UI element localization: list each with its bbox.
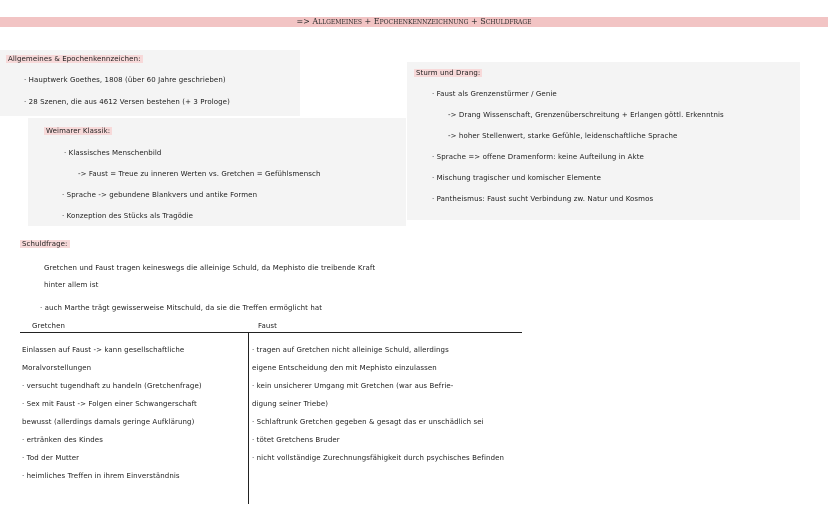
schuld-heading: Schuldfrage: (22, 240, 68, 248)
gretchen-row: · heimliches Treffen in ihrem Einverständnis (22, 472, 180, 480)
sturm-item: -> Drang Wissenschaft, Grenzenüberschreitung + Erlangen göttl. Erkenntnis (448, 111, 724, 119)
col-header-gretchen: Gretchen (32, 322, 66, 330)
faust-row: · kein unsicherer Umgang mit Gretchen (war aus Befrie- (252, 382, 454, 390)
faust-row: · Schlaftrunk Gretchen gegeben & gesagt das er unschädlich sei (252, 418, 484, 426)
col-header-faust: Faust (258, 322, 278, 330)
gretchen-row: bewusst (allerdings damals geringe Aufklärung) (22, 418, 195, 426)
sturm-heading: Sturm und Drang: (416, 69, 481, 77)
sturm-item: · Pantheismus: Faust sucht Verbindung zw. Natur und Kosmos (432, 195, 654, 203)
schuld-intro: · auch Marthe trägt gewisserweise Mitschuld, da sie die Treffen ermöglicht hat (40, 304, 323, 312)
weimarer-item: · Sprache -> gebundene Blankvers und antike Formen (62, 191, 258, 199)
faust-row: · tragen auf Gretchen nicht alleinige Schuld, allerdings (252, 346, 449, 354)
title-bar (0, 17, 828, 27)
allgemein-item: · Hauptwerk Goethes, 1808 (über 60 Jahre geschrieben) (24, 76, 226, 84)
page-title: => Allgemeines + Epochenkennzeichnung + Schuldfrage (296, 17, 532, 26)
faust-row: · tötet Gretchens Bruder (252, 436, 340, 444)
sturm-item: -> hoher Stellenwert, starke Gefühle, leidenschaftliche Sprache (448, 132, 678, 140)
gretchen-row: · versucht tugendhaft zu handeln (Gretchenfrage) (22, 382, 202, 390)
table-divider (248, 332, 249, 504)
weimarer-item: -> Faust = Treue zu inneren Werten vs. Gretchen = Gefühlsmensch (78, 170, 321, 178)
allgemein-heading: Allgemeines & Epochenkennzeichen: (8, 55, 141, 63)
schuld-intro: Gretchen und Faust tragen keineswegs die alleinige Schuld, da Mephisto die treibende Kraft (44, 264, 376, 272)
gretchen-row: Moralvorstellungen (22, 364, 92, 372)
table-header-line (20, 332, 522, 333)
gretchen-row: · Sex mit Faust -> Folgen einer Schwangerschaft (22, 400, 197, 408)
sturm-item: · Mischung tragischer und komischer Elemente (432, 174, 601, 182)
schuld-intro: hinter allem ist (44, 281, 99, 289)
weimarer-item: · Konzeption des Stücks als Tragödie (62, 212, 194, 220)
allgemein-item: · 28 Szenen, die aus 4612 Versen bestehen (+ 3 Prologe) (24, 98, 230, 106)
sturm-item: · Faust als Grenzenstürmer / Genie (432, 90, 557, 98)
weimarer-heading: Weimarer Klassik: (46, 127, 111, 135)
faust-row: · nicht vollständige Zurechnungsfähigkeit durch psychisches Befinden (252, 454, 505, 462)
gretchen-row: · Tod der Mutter (22, 454, 80, 462)
sturm-item: · Sprache => offene Dramenform: keine Aufteilung in Akte (432, 153, 644, 161)
faust-row: eigene Entscheidung den mit Mephisto einzulassen (252, 364, 437, 372)
weimarer-item: · Klassisches Menschenbild (64, 149, 162, 157)
gretchen-row: Einlassen auf Faust -> kann gesellschaftliche (22, 346, 185, 354)
gretchen-row: · ertränken des Kindes (22, 436, 103, 444)
faust-row: digung seiner Triebe) (252, 400, 329, 408)
